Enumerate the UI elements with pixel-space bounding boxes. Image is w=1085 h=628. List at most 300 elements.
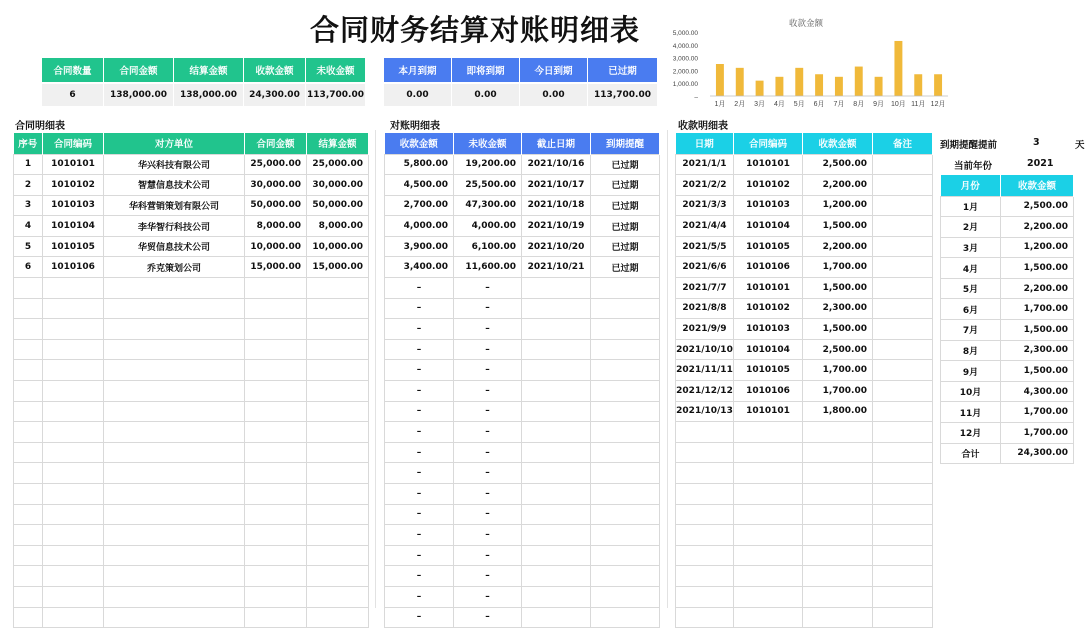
table-cell[interactable] xyxy=(873,442,933,463)
table-cell[interactable]: 3月 xyxy=(941,237,1001,258)
table-cell[interactable] xyxy=(591,586,660,607)
table-cell[interactable] xyxy=(522,484,591,505)
table-cell[interactable] xyxy=(522,278,591,299)
table-cell[interactable] xyxy=(522,504,591,525)
table-cell[interactable]: 2021/5/5 xyxy=(676,236,734,257)
table-cell[interactable]: 2,200.00 xyxy=(803,236,873,257)
table-cell[interactable] xyxy=(245,442,307,463)
table-cell[interactable] xyxy=(14,401,43,422)
table-cell[interactable]: 1010104 xyxy=(734,339,803,360)
table-cell[interactable]: 4 xyxy=(14,216,43,237)
table-cell[interactable] xyxy=(43,401,104,422)
table-cell[interactable]: 5月 xyxy=(941,278,1001,299)
table-cell[interactable] xyxy=(14,442,43,463)
table-cell[interactable]: 2021/10/13 xyxy=(676,401,734,422)
table-cell[interactable]: 7月 xyxy=(941,320,1001,341)
table-cell[interactable]: 4,500.00 xyxy=(385,175,454,196)
table-cell[interactable] xyxy=(43,607,104,628)
table-cell[interactable]: – xyxy=(385,484,454,505)
table-cell[interactable] xyxy=(522,360,591,381)
table-cell[interactable] xyxy=(522,525,591,546)
table-cell[interactable] xyxy=(734,566,803,587)
table-cell[interactable]: – xyxy=(454,484,522,505)
table-cell[interactable]: 已过期 xyxy=(591,236,660,257)
table-cell[interactable]: 8,000.00 xyxy=(307,216,369,237)
table-cell[interactable] xyxy=(43,545,104,566)
table-cell[interactable]: 2,300.00 xyxy=(803,298,873,319)
table-cell[interactable] xyxy=(307,401,369,422)
table-cell[interactable]: 1,700.00 xyxy=(803,381,873,402)
table-cell[interactable] xyxy=(245,525,307,546)
table-cell[interactable] xyxy=(104,360,245,381)
table-cell[interactable]: 1010102 xyxy=(734,175,803,196)
table-cell[interactable] xyxy=(307,381,369,402)
table-cell[interactable]: 5,800.00 xyxy=(385,154,454,175)
table-cell[interactable] xyxy=(14,381,43,402)
table-cell[interactable]: 1,800.00 xyxy=(803,401,873,422)
table-cell[interactable]: 2021/11/11 xyxy=(676,360,734,381)
table-cell[interactable] xyxy=(307,586,369,607)
table-cell[interactable] xyxy=(522,381,591,402)
table-cell[interactable] xyxy=(873,339,933,360)
table-cell[interactable]: 6 xyxy=(14,257,43,278)
table-cell[interactable]: 已过期 xyxy=(591,216,660,237)
table-cell[interactable] xyxy=(14,463,43,484)
table-cell[interactable] xyxy=(734,525,803,546)
table-cell[interactable]: 11,600.00 xyxy=(454,257,522,278)
table-cell[interactable] xyxy=(245,463,307,484)
table-cell[interactable]: 4,300.00 xyxy=(1001,381,1074,402)
table-cell[interactable]: – xyxy=(454,319,522,340)
table-cell[interactable]: 1010101 xyxy=(43,154,104,175)
table-cell[interactable] xyxy=(104,319,245,340)
table-cell[interactable] xyxy=(591,360,660,381)
table-cell[interactable]: – xyxy=(454,545,522,566)
table-cell[interactable]: 30,000.00 xyxy=(245,175,307,196)
table-cell[interactable]: 2021/9/9 xyxy=(676,319,734,340)
table-cell[interactable] xyxy=(676,566,734,587)
table-cell[interactable]: 2,200.00 xyxy=(1001,278,1074,299)
table-cell[interactable] xyxy=(14,422,43,443)
table-cell[interactable]: – xyxy=(385,566,454,587)
table-cell[interactable]: – xyxy=(454,586,522,607)
table-cell[interactable] xyxy=(591,525,660,546)
table-cell[interactable] xyxy=(14,298,43,319)
table-cell[interactable] xyxy=(245,360,307,381)
table-cell[interactable]: – xyxy=(454,360,522,381)
table-cell[interactable] xyxy=(873,545,933,566)
table-cell[interactable] xyxy=(734,586,803,607)
table-cell[interactable] xyxy=(104,566,245,587)
table-cell[interactable] xyxy=(245,607,307,628)
table-cell[interactable] xyxy=(873,236,933,257)
table-cell[interactable]: 6月 xyxy=(941,299,1001,320)
table-cell[interactable] xyxy=(245,545,307,566)
table-cell[interactable]: 1,700.00 xyxy=(1001,299,1074,320)
table-cell[interactable]: 1010101 xyxy=(734,401,803,422)
table-cell[interactable]: – xyxy=(385,319,454,340)
table-cell[interactable]: 2021/2/2 xyxy=(676,175,734,196)
table-cell[interactable]: 华贸信息技术公司 xyxy=(104,236,245,257)
table-cell[interactable]: – xyxy=(385,442,454,463)
table-cell[interactable] xyxy=(803,607,873,628)
table-cell[interactable] xyxy=(734,545,803,566)
table-cell[interactable]: 15,000.00 xyxy=(307,257,369,278)
table-cell[interactable]: 1,500.00 xyxy=(803,216,873,237)
table-cell[interactable]: 华科营销策划有限公司 xyxy=(104,195,245,216)
table-cell[interactable] xyxy=(522,319,591,340)
table-cell[interactable]: 智慧信息技术公司 xyxy=(104,175,245,196)
table-cell[interactable] xyxy=(734,463,803,484)
table-cell[interactable]: 2021/10/21 xyxy=(522,257,591,278)
table-cell[interactable]: – xyxy=(454,381,522,402)
table-cell[interactable] xyxy=(43,339,104,360)
table-cell[interactable] xyxy=(43,422,104,443)
table-cell[interactable]: 1,700.00 xyxy=(803,257,873,278)
table-cell[interactable] xyxy=(307,278,369,299)
table-cell[interactable]: 5 xyxy=(14,236,43,257)
table-cell[interactable]: 1,700.00 xyxy=(1001,423,1074,444)
table-cell[interactable]: 已过期 xyxy=(591,257,660,278)
table-cell[interactable] xyxy=(307,422,369,443)
table-cell[interactable] xyxy=(43,586,104,607)
table-cell[interactable] xyxy=(873,504,933,525)
table-cell[interactable] xyxy=(522,566,591,587)
table-cell[interactable]: – xyxy=(454,463,522,484)
table-cell[interactable]: 2021/6/6 xyxy=(676,257,734,278)
table-cell[interactable]: 8月 xyxy=(941,340,1001,361)
table-cell[interactable]: 24,300.00 xyxy=(1001,443,1074,464)
table-cell[interactable] xyxy=(803,463,873,484)
table-cell[interactable] xyxy=(803,484,873,505)
table-cell[interactable] xyxy=(245,298,307,319)
table-cell[interactable]: 2021/8/8 xyxy=(676,298,734,319)
table-cell[interactable] xyxy=(307,566,369,587)
table-cell[interactable] xyxy=(591,442,660,463)
year-value[interactable]: 2021 xyxy=(1027,158,1054,169)
table-cell[interactable] xyxy=(307,298,369,319)
table-cell[interactable] xyxy=(873,586,933,607)
table-cell[interactable]: 1010103 xyxy=(734,195,803,216)
table-cell[interactable]: 3,900.00 xyxy=(385,236,454,257)
table-cell[interactable] xyxy=(104,422,245,443)
table-cell[interactable] xyxy=(873,216,933,237)
table-cell[interactable] xyxy=(104,381,245,402)
table-cell[interactable]: 8,000.00 xyxy=(245,216,307,237)
table-cell[interactable]: 已过期 xyxy=(591,154,660,175)
table-cell[interactable] xyxy=(873,175,933,196)
table-cell[interactable] xyxy=(591,381,660,402)
table-cell[interactable]: 4,000.00 xyxy=(385,216,454,237)
table-cell[interactable]: – xyxy=(385,422,454,443)
table-cell[interactable] xyxy=(522,463,591,484)
table-cell[interactable]: 1,500.00 xyxy=(803,278,873,299)
table-cell[interactable] xyxy=(873,360,933,381)
table-cell[interactable] xyxy=(43,504,104,525)
table-cell[interactable]: 19,200.00 xyxy=(454,154,522,175)
table-cell[interactable]: 已过期 xyxy=(591,175,660,196)
table-cell[interactable]: 1010101 xyxy=(734,154,803,175)
table-cell[interactable] xyxy=(803,504,873,525)
table-cell[interactable] xyxy=(873,525,933,546)
table-cell[interactable]: 2月 xyxy=(941,217,1001,238)
table-cell[interactable] xyxy=(803,545,873,566)
table-cell[interactable] xyxy=(14,525,43,546)
table-cell[interactable]: – xyxy=(385,381,454,402)
table-cell[interactable]: 1月 xyxy=(941,196,1001,217)
table-cell[interactable] xyxy=(873,257,933,278)
table-cell[interactable]: 1,500.00 xyxy=(1001,361,1074,382)
table-cell[interactable] xyxy=(522,442,591,463)
table-cell[interactable] xyxy=(14,566,43,587)
table-cell[interactable]: 1,500.00 xyxy=(1001,320,1074,341)
table-cell[interactable] xyxy=(245,381,307,402)
table-cell[interactable]: 2,200.00 xyxy=(1001,217,1074,238)
table-cell[interactable] xyxy=(14,278,43,299)
table-cell[interactable]: – xyxy=(454,504,522,525)
table-cell[interactable]: – xyxy=(385,525,454,546)
table-cell[interactable]: – xyxy=(385,298,454,319)
table-cell[interactable]: 1,700.00 xyxy=(803,360,873,381)
table-cell[interactable]: – xyxy=(454,442,522,463)
table-cell[interactable] xyxy=(14,360,43,381)
table-cell[interactable] xyxy=(43,566,104,587)
table-cell[interactable] xyxy=(873,381,933,402)
table-cell[interactable]: 1010105 xyxy=(734,360,803,381)
table-cell[interactable] xyxy=(14,319,43,340)
table-cell[interactable] xyxy=(104,278,245,299)
table-cell[interactable] xyxy=(245,319,307,340)
reminder-days-value[interactable]: 3 xyxy=(1033,137,1040,148)
table-cell[interactable] xyxy=(873,566,933,587)
table-cell[interactable]: 2,300.00 xyxy=(1001,340,1074,361)
table-cell[interactable] xyxy=(591,339,660,360)
table-cell[interactable]: 1,500.00 xyxy=(803,319,873,340)
table-cell[interactable]: 4,000.00 xyxy=(454,216,522,237)
table-cell[interactable] xyxy=(591,319,660,340)
table-cell[interactable]: 2,500.00 xyxy=(803,339,873,360)
table-cell[interactable] xyxy=(522,298,591,319)
table-cell[interactable]: 2,200.00 xyxy=(803,175,873,196)
table-cell[interactable] xyxy=(591,607,660,628)
table-cell[interactable] xyxy=(676,545,734,566)
table-cell[interactable]: 4月 xyxy=(941,258,1001,279)
table-cell[interactable] xyxy=(734,484,803,505)
table-cell[interactable] xyxy=(14,484,43,505)
table-cell[interactable]: 1010105 xyxy=(43,236,104,257)
table-cell[interactable] xyxy=(104,401,245,422)
table-cell[interactable] xyxy=(873,154,933,175)
table-cell[interactable] xyxy=(676,525,734,546)
table-cell[interactable] xyxy=(307,525,369,546)
table-cell[interactable]: – xyxy=(454,566,522,587)
table-cell[interactable]: 2,500.00 xyxy=(1001,196,1074,217)
table-cell[interactable] xyxy=(873,319,933,340)
table-cell[interactable] xyxy=(104,442,245,463)
table-cell[interactable] xyxy=(873,278,933,299)
table-cell[interactable] xyxy=(873,298,933,319)
table-cell[interactable]: 合计 xyxy=(941,443,1001,464)
table-cell[interactable]: – xyxy=(385,463,454,484)
table-cell[interactable]: – xyxy=(385,401,454,422)
table-cell[interactable] xyxy=(307,484,369,505)
table-cell[interactable]: 2021/7/7 xyxy=(676,278,734,299)
table-cell[interactable] xyxy=(307,442,369,463)
table-cell[interactable] xyxy=(43,319,104,340)
table-cell[interactable]: 6,100.00 xyxy=(454,236,522,257)
table-cell[interactable] xyxy=(14,586,43,607)
table-cell[interactable] xyxy=(245,586,307,607)
table-cell[interactable]: 1,700.00 xyxy=(1001,402,1074,423)
table-cell[interactable]: 2021/3/3 xyxy=(676,195,734,216)
table-cell[interactable] xyxy=(803,525,873,546)
table-cell[interactable]: – xyxy=(454,401,522,422)
table-cell[interactable]: 1 xyxy=(14,154,43,175)
table-cell[interactable]: 1010106 xyxy=(43,257,104,278)
table-cell[interactable]: – xyxy=(385,607,454,628)
table-cell[interactable] xyxy=(245,339,307,360)
table-cell[interactable]: – xyxy=(454,607,522,628)
table-cell[interactable] xyxy=(43,442,104,463)
table-cell[interactable] xyxy=(676,607,734,628)
table-cell[interactable]: 25,500.00 xyxy=(454,175,522,196)
table-cell[interactable]: 1010104 xyxy=(734,216,803,237)
table-cell[interactable] xyxy=(245,484,307,505)
table-cell[interactable] xyxy=(43,298,104,319)
table-cell[interactable] xyxy=(307,319,369,340)
table-cell[interactable]: 2021/10/20 xyxy=(522,236,591,257)
table-cell[interactable] xyxy=(803,422,873,443)
table-cell[interactable] xyxy=(104,545,245,566)
table-cell[interactable] xyxy=(873,401,933,422)
table-cell[interactable] xyxy=(307,339,369,360)
table-cell[interactable]: 3,400.00 xyxy=(385,257,454,278)
table-cell[interactable]: – xyxy=(454,278,522,299)
table-cell[interactable]: 50,000.00 xyxy=(307,195,369,216)
table-cell[interactable]: 已过期 xyxy=(591,195,660,216)
table-cell[interactable]: 1,500.00 xyxy=(1001,258,1074,279)
table-cell[interactable]: 10,000.00 xyxy=(307,236,369,257)
table-cell[interactable] xyxy=(873,195,933,216)
table-cell[interactable] xyxy=(245,422,307,443)
table-cell[interactable] xyxy=(104,504,245,525)
table-cell[interactable]: 25,000.00 xyxy=(307,154,369,175)
table-cell[interactable]: 2021/10/19 xyxy=(522,216,591,237)
table-cell[interactable]: 1010106 xyxy=(734,257,803,278)
table-cell[interactable] xyxy=(734,442,803,463)
table-cell[interactable] xyxy=(307,504,369,525)
table-cell[interactable]: – xyxy=(385,504,454,525)
table-cell[interactable] xyxy=(734,607,803,628)
table-cell[interactable] xyxy=(803,442,873,463)
table-cell[interactable] xyxy=(522,586,591,607)
table-cell[interactable]: 华兴科技有限公司 xyxy=(104,154,245,175)
table-cell[interactable]: 1,200.00 xyxy=(803,195,873,216)
table-cell[interactable]: – xyxy=(454,298,522,319)
table-cell[interactable]: 11月 xyxy=(941,402,1001,423)
table-cell[interactable]: 12月 xyxy=(941,423,1001,444)
table-cell[interactable] xyxy=(676,422,734,443)
table-cell[interactable] xyxy=(307,607,369,628)
table-cell[interactable] xyxy=(14,504,43,525)
table-cell[interactable] xyxy=(104,463,245,484)
table-cell[interactable]: – xyxy=(385,545,454,566)
table-cell[interactable] xyxy=(14,545,43,566)
table-cell[interactable] xyxy=(104,525,245,546)
table-cell[interactable] xyxy=(522,422,591,443)
table-cell[interactable]: 1010102 xyxy=(734,298,803,319)
table-cell[interactable] xyxy=(522,401,591,422)
table-cell[interactable] xyxy=(245,401,307,422)
table-cell[interactable] xyxy=(803,586,873,607)
table-cell[interactable] xyxy=(591,401,660,422)
table-cell[interactable] xyxy=(14,339,43,360)
table-cell[interactable]: – xyxy=(385,586,454,607)
table-cell[interactable]: 2021/4/4 xyxy=(676,216,734,237)
table-cell[interactable]: 15,000.00 xyxy=(245,257,307,278)
table-cell[interactable]: 47,300.00 xyxy=(454,195,522,216)
table-cell[interactable]: 10,000.00 xyxy=(245,236,307,257)
table-cell[interactable]: 2021/10/10 xyxy=(676,339,734,360)
table-cell[interactable] xyxy=(104,586,245,607)
table-cell[interactable]: 10月 xyxy=(941,381,1001,402)
table-cell[interactable]: 2021/10/17 xyxy=(522,175,591,196)
table-cell[interactable]: 1,200.00 xyxy=(1001,237,1074,258)
table-cell[interactable] xyxy=(591,566,660,587)
table-cell[interactable]: – xyxy=(385,339,454,360)
table-cell[interactable]: 3 xyxy=(14,195,43,216)
table-cell[interactable] xyxy=(873,484,933,505)
table-cell[interactable]: – xyxy=(385,278,454,299)
table-cell[interactable] xyxy=(43,484,104,505)
table-cell[interactable] xyxy=(873,422,933,443)
table-cell[interactable]: 2021/12/12 xyxy=(676,381,734,402)
table-cell[interactable]: 2021/10/18 xyxy=(522,195,591,216)
table-cell[interactable] xyxy=(104,298,245,319)
table-cell[interactable]: 2021/1/1 xyxy=(676,154,734,175)
table-cell[interactable] xyxy=(43,463,104,484)
table-cell[interactable]: 25,000.00 xyxy=(245,154,307,175)
table-cell[interactable]: 9月 xyxy=(941,361,1001,382)
table-cell[interactable]: 1010103 xyxy=(734,319,803,340)
table-cell[interactable] xyxy=(245,278,307,299)
table-cell[interactable] xyxy=(307,360,369,381)
table-cell[interactable]: 1010102 xyxy=(43,175,104,196)
table-cell[interactable] xyxy=(43,278,104,299)
table-cell[interactable] xyxy=(522,607,591,628)
table-cell[interactable]: – xyxy=(454,339,522,360)
table-cell[interactable]: 乔克策划公司 xyxy=(104,257,245,278)
table-cell[interactable] xyxy=(734,504,803,525)
table-cell[interactable]: 李华智行科技公司 xyxy=(104,216,245,237)
table-cell[interactable] xyxy=(676,586,734,607)
table-cell[interactable]: 1010101 xyxy=(734,278,803,299)
table-cell[interactable] xyxy=(245,566,307,587)
table-cell[interactable]: – xyxy=(454,525,522,546)
table-cell[interactable] xyxy=(43,360,104,381)
table-cell[interactable]: 50,000.00 xyxy=(245,195,307,216)
table-cell[interactable]: 1010104 xyxy=(43,216,104,237)
table-cell[interactable] xyxy=(734,422,803,443)
table-cell[interactable] xyxy=(591,422,660,443)
table-cell[interactable] xyxy=(14,607,43,628)
table-cell[interactable] xyxy=(591,545,660,566)
table-cell[interactable]: 2021/10/16 xyxy=(522,154,591,175)
table-cell[interactable] xyxy=(104,484,245,505)
table-cell[interactable]: 2 xyxy=(14,175,43,196)
table-cell[interactable] xyxy=(676,504,734,525)
table-cell[interactable] xyxy=(803,566,873,587)
